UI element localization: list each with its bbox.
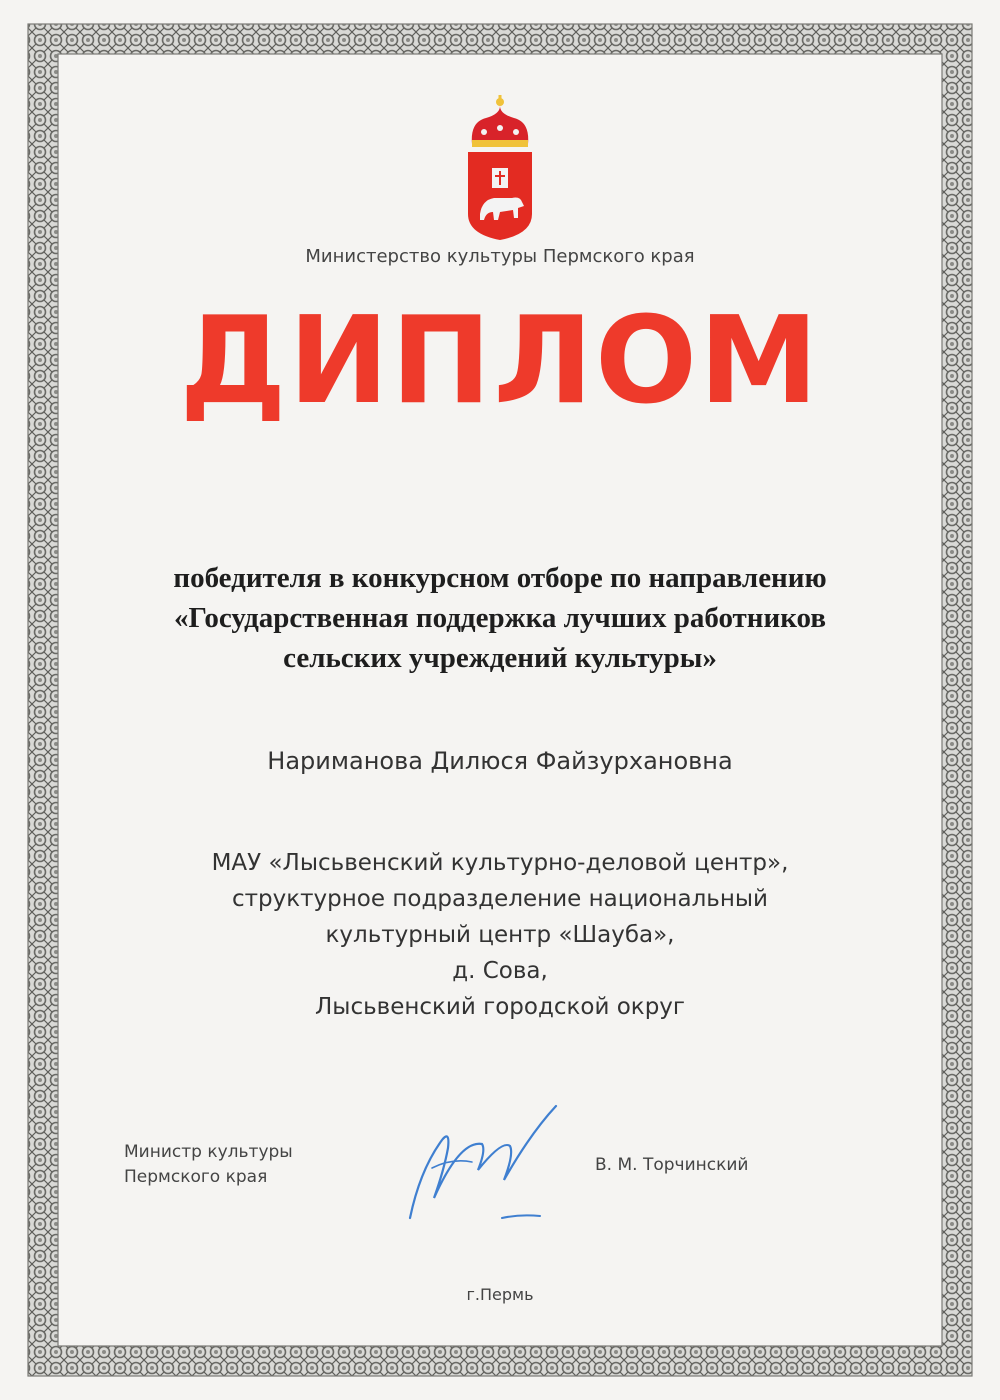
organization-line: д. Сова, <box>452 958 548 984</box>
city-name: г.Пермь <box>466 1285 534 1304</box>
organization-line: МАУ «Лысьвенский культурно-деловой центр», <box>211 850 789 876</box>
signatory-title-line: Министр культуры <box>124 1142 293 1162</box>
handwritten-signature <box>390 1100 570 1240</box>
organization-line: структурное подразделение национальный <box>232 886 768 912</box>
organization-line: культурный центр «Шауба», <box>325 922 675 948</box>
signatory-name: В. М. Торчинский <box>595 1155 749 1175</box>
signatory-title <box>124 1140 293 1190</box>
organization-line: Лысьвенский городской округ <box>315 994 685 1020</box>
award-description <box>60 558 940 678</box>
diploma-content <box>60 60 940 1340</box>
signatory-title-line: Пермского края <box>124 1167 268 1187</box>
organization-block <box>60 845 940 1025</box>
recipient-name: Нариманова Дилюся Файзурхановна <box>267 747 733 775</box>
award-description-line: «Государственная поддержка лучших работников <box>174 602 826 634</box>
diploma-title: ДИПЛОМ <box>179 292 821 431</box>
coat-of-arms-icon <box>460 92 540 242</box>
award-description-line: победителя в конкурсном отборе по направлению <box>173 562 827 594</box>
ministry-name: Министерство культуры Пермского края <box>305 246 695 267</box>
award-description-line: сельских учреждений культуры» <box>283 642 717 674</box>
